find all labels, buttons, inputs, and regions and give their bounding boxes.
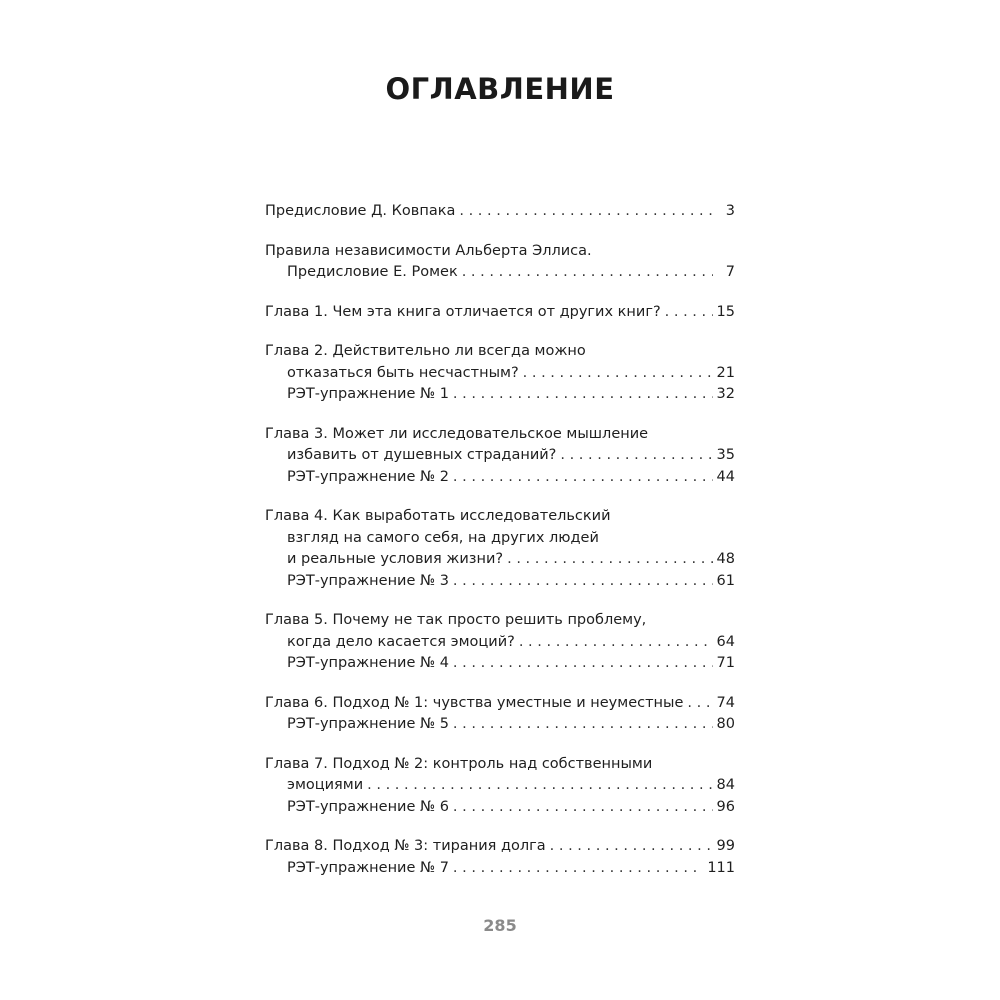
toc-line [265, 714, 735, 736]
dot-leader [453, 467, 713, 489]
toc-line-text: РЭТ-упражнение № 2 [287, 468, 449, 485]
toc-page-number: 71 [716, 655, 735, 671]
toc-line-text: Глава 3. Может ли исследовательское мышление [265, 425, 649, 442]
toc-line [265, 610, 735, 632]
dot-leader [453, 858, 703, 880]
toc-line-text: РЭТ-упражнение № 1 [287, 386, 449, 402]
toc-line-text: Глава 4. Как выработать исследовательский [265, 508, 611, 524]
toc-line-text: РЭТ-упражнение № 3 [287, 572, 449, 589]
toc-line [265, 797, 735, 819]
toc-entry [265, 506, 735, 592]
toc-entry [265, 754, 735, 819]
toc-entry [265, 201, 735, 223]
dot-leader [519, 632, 713, 654]
dot-leader [507, 549, 712, 571]
toc-line [265, 754, 735, 776]
toc-line-text: избавить от душевных страданий? [287, 447, 557, 463]
toc-line [265, 302, 735, 324]
toc-line [265, 836, 735, 858]
toc-line-text: Предисловие Е. Ромек [287, 264, 458, 280]
toc-line-text: РЭТ-упражнение № 4 [287, 655, 449, 671]
toc-line [265, 632, 735, 654]
toc-line-text: Правила независимости Альберта Эллиса. [265, 242, 592, 259]
dot-leader [453, 797, 713, 819]
toc-line [265, 775, 735, 797]
dot-leader [459, 201, 713, 223]
toc-page-number: 15 [716, 303, 735, 320]
toc-page-number: 48 [716, 551, 735, 567]
toc-line-text: Глава 5. Почему не так просто решить проблему, [265, 612, 647, 628]
toc-line [265, 341, 735, 363]
toc-page-number: 35 [716, 447, 735, 463]
toc-line [265, 506, 735, 528]
dot-leader [687, 693, 712, 715]
toc-line [265, 653, 735, 675]
toc-line [265, 201, 735, 223]
toc-page-number: 84 [716, 777, 735, 793]
toc-line-text: РЭТ-упражнение № 7 [287, 859, 449, 876]
toc-line-text: когда дело касается эмоций? [287, 633, 515, 650]
toc-entry [265, 693, 735, 736]
toc-page-number: 64 [716, 633, 735, 650]
toc-page-number: 32 [716, 386, 735, 402]
dot-leader [462, 262, 713, 284]
toc-line [265, 571, 735, 593]
toc-line [265, 445, 735, 467]
toc-entry [265, 424, 735, 489]
dot-leader [453, 714, 713, 736]
toc-line [265, 693, 735, 715]
toc-entry [265, 241, 735, 284]
toc-page-number: 3 [725, 203, 735, 219]
toc-page-number: 44 [716, 468, 735, 485]
toc-line-text: и реальные условия жизни? [287, 551, 504, 567]
toc-line-text: РЭТ-упражнение № 5 [287, 716, 449, 732]
dot-leader [453, 384, 713, 406]
page-number: 285 [483, 916, 517, 935]
toc-line-text: Предисловие Д. Ковпака [265, 203, 456, 219]
toc-line [265, 858, 735, 880]
dot-leader [665, 302, 713, 324]
toc-page-number: 74 [716, 694, 735, 711]
page-title: ОГЛАВЛЕНИЕ [385, 72, 615, 106]
toc-page-number: 7 [725, 264, 735, 280]
dot-leader [560, 445, 712, 467]
dot-leader [523, 363, 713, 385]
table-of-contents [265, 201, 735, 897]
toc-line-text: взгляд на самого себя, на других людей [287, 529, 599, 546]
toc-line-text: Глава 7. Подход № 2: контроль над собственными [265, 755, 653, 772]
dot-leader [453, 571, 713, 593]
toc-line-text: РЭТ-упражнение № 6 [287, 798, 449, 815]
toc-page-number: 61 [716, 572, 735, 589]
dot-leader [453, 653, 713, 675]
toc-line-text: отказаться быть несчастным? [287, 364, 519, 381]
toc-page-number: 99 [716, 838, 735, 854]
toc-entry [265, 836, 735, 879]
toc-entry [265, 302, 735, 324]
toc-line-text: Глава 8. Подход № 3: тирания долга [265, 838, 546, 854]
toc-line [265, 467, 735, 489]
toc-line [265, 241, 735, 263]
toc-line-text: Глава 6. Подход № 1: чувства уместные и неуместные [265, 694, 684, 711]
toc-page-number: 80 [716, 716, 735, 732]
toc-page-number: 96 [716, 798, 735, 815]
dot-leader [367, 775, 712, 797]
toc-entry [265, 610, 735, 675]
toc-line-text: Глава 1. Чем эта книга отличается от других книг? [265, 303, 661, 320]
toc-line-text: эмоциями [287, 777, 364, 793]
toc-line [265, 262, 735, 284]
toc-line [265, 424, 735, 446]
toc-entry [265, 341, 735, 406]
toc-page-number: 21 [716, 364, 735, 381]
toc-line-text: Глава 2. Действительно ли всегда можно [265, 343, 586, 359]
toc-line [265, 528, 735, 550]
toc-line [265, 384, 735, 406]
toc-page-number: 111 [707, 859, 735, 876]
toc-line [265, 549, 735, 571]
toc-line [265, 363, 735, 385]
dot-leader [550, 836, 713, 858]
